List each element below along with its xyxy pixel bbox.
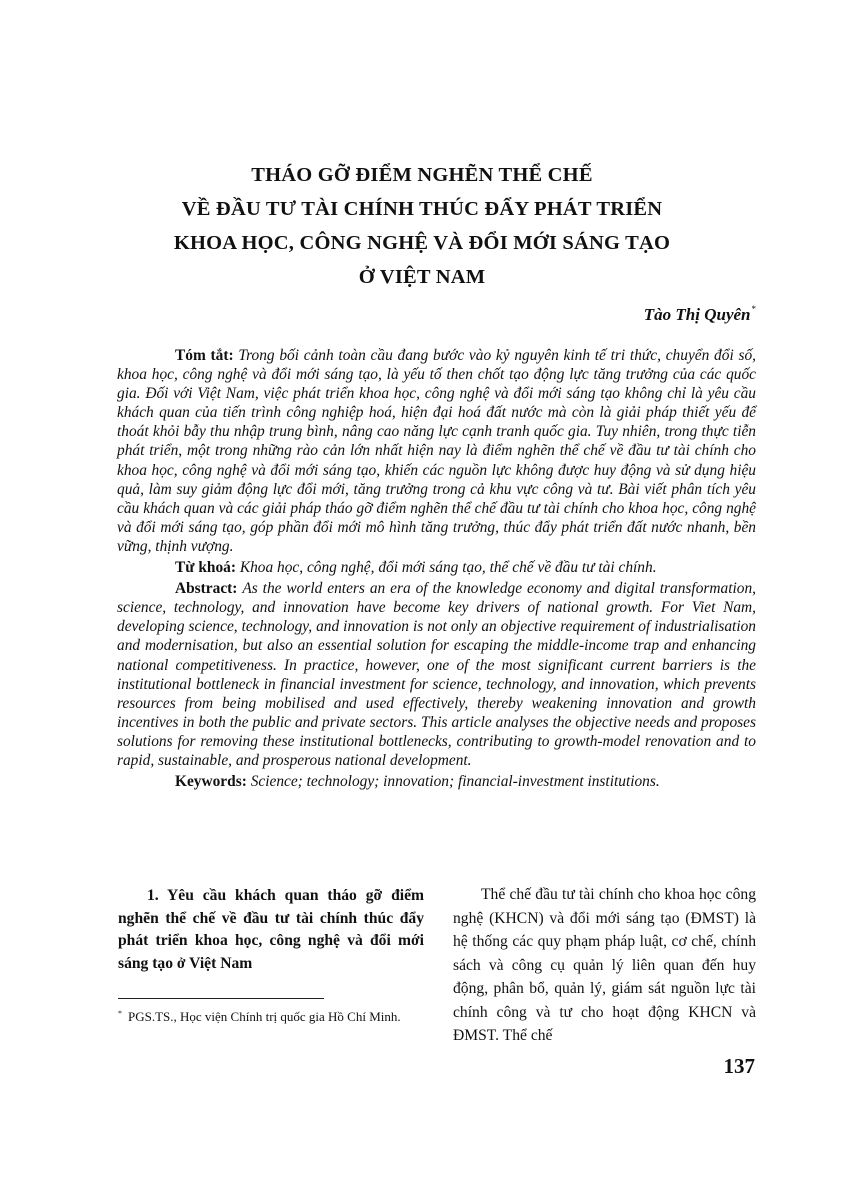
keywords-vi (117, 558, 756, 577)
abstract-en-label: Abstract: (175, 580, 238, 598)
title-line: Ở VIỆT NAM (358, 266, 486, 288)
footnote-mark: * (118, 1009, 122, 1018)
summary-vi-text: Trong bối cảnh toàn cầu đang bước vào kỷ nguyên kinh tế tri thức, chuyển đổi số, khoa học, công nghệ và đổi mới sáng tạo, là yếu tố then chốt tạo động lực tăng trưởng của các quốc gia. Đối với Việt Nam, việc phát triển khoa học, công nghệ và đổi mới sáng tạo không chỉ là yêu cầu khách quan của tiến trình công nghiệp hoá, hiện đại hoá đất nước mà còn là giải pháp thiết yếu để thoát khỏi bẫy thu nhập trung bình, nâng cao năng lực cạnh tranh quốc gia. Tuy nhiên, trong thực tiễn phát triển, một trong những rào cản lớn nhất hiện nay là điểm nghẽn thể chế về đầu tư tài chính cho khoa học, công nghệ và đổi mới sáng tạo, khiến các nguồn lực không được huy động và sử dụng hiệu quả, làm suy giảm động lực đổi mới, tăng trưởng trong cả khu vực công và tư. Bài viết phân tích yêu cầu khách quan và các giải pháp tháo gỡ điểm nghẽn thể chế đầu tư tài chính cho khoa học, công nghệ và đổi mới sáng tạo, góp phần đổi mới mô hình tăng trưởng, thúc đẩy phát triển đất nước nhanh, bền vững, thịnh vượng. (117, 347, 757, 555)
body-paragraph: Thể chế đầu tư tài chính cho khoa học công nghệ (KHCN) và đổi mới sáng tạo (ĐMST) là hệ thống các quy phạm pháp luật, cơ chế, chính sách và công cụ quản lý liên quan đến huy động, phân bổ, quản lý, giám sát nguồn lực tài chính công và tư cho hoạt động KHCN và ĐMST. Thể chế (453, 886, 756, 1044)
keywords-en (117, 772, 756, 791)
abstract-en-text: As the world enters an era of the knowledge economy and digital transformation, science, technology, and innovation have become key drivers of national growth. For Viet Nam, developing science, technology, and innovation is not only an objective requirement of industrialisation and modernisation, but also an essential solution for escaping the middle-income trap and enhancing national competitiveness. In practice, however, one of the most significant current barriers is the institutional bottleneck in financial investment for science, technology, and innovation, which prevents resources from being mobilised and used effectively, thereby weakening innovation and growth incentives in both the public and private sectors. This article analyses the objective needs and proposes solutions for removing these institutional bottlenecks, contributing to growth-model renovation and to rapid, sustainable, and prosperous national development. (117, 580, 756, 769)
author-footnote-mark: * (751, 304, 756, 314)
summary-vi-label: Tóm tắt: (175, 347, 234, 364)
keywords-en-text: Science; technology; innovation; financial-investment institutions. (250, 773, 660, 791)
article-title (90, 158, 754, 294)
keywords-vi-text: Khoa học, công nghệ, đổi mới sáng tạo, thể chế về đầu tư tài chính. (239, 559, 657, 577)
right-column (453, 883, 756, 1048)
summary-vi (117, 346, 756, 556)
keywords-vi-label: Từ khoá: (175, 559, 236, 577)
footnote (118, 1005, 424, 1025)
left-column (118, 885, 424, 975)
title-line: VỀ ĐẦU TƯ TÀI CHÍNH THÚC ĐẨY PHÁT TRIỂN (181, 198, 663, 220)
keywords-en-label: Keywords: (175, 773, 247, 791)
section-heading: 1. Yêu cầu khách quan tháo gỡ điểm nghẽn thể chế về đầu tư tài chính thúc đẩy phát triển khoa học, công nghệ và đổi mới sáng tạo ở Việt Nam (118, 887, 424, 972)
footnote-divider (118, 998, 324, 999)
abstract-block (117, 346, 756, 791)
author-name: Tào Thị Quyên (643, 305, 751, 324)
footnote-text: PGS.TS., Học viện Chính trị quốc gia Hồ Chí Minh. (128, 1009, 401, 1024)
title-line: THÁO GỠ ĐIỂM NGHẼN THỂ CHẾ (251, 164, 593, 186)
page-number: 137 (723, 1054, 755, 1078)
title-line: KHOA HỌC, CÔNG NGHỆ VÀ ĐỔI MỚI SÁNG TẠO (173, 232, 671, 254)
author-byline (644, 304, 756, 325)
abstract-en (117, 579, 756, 770)
